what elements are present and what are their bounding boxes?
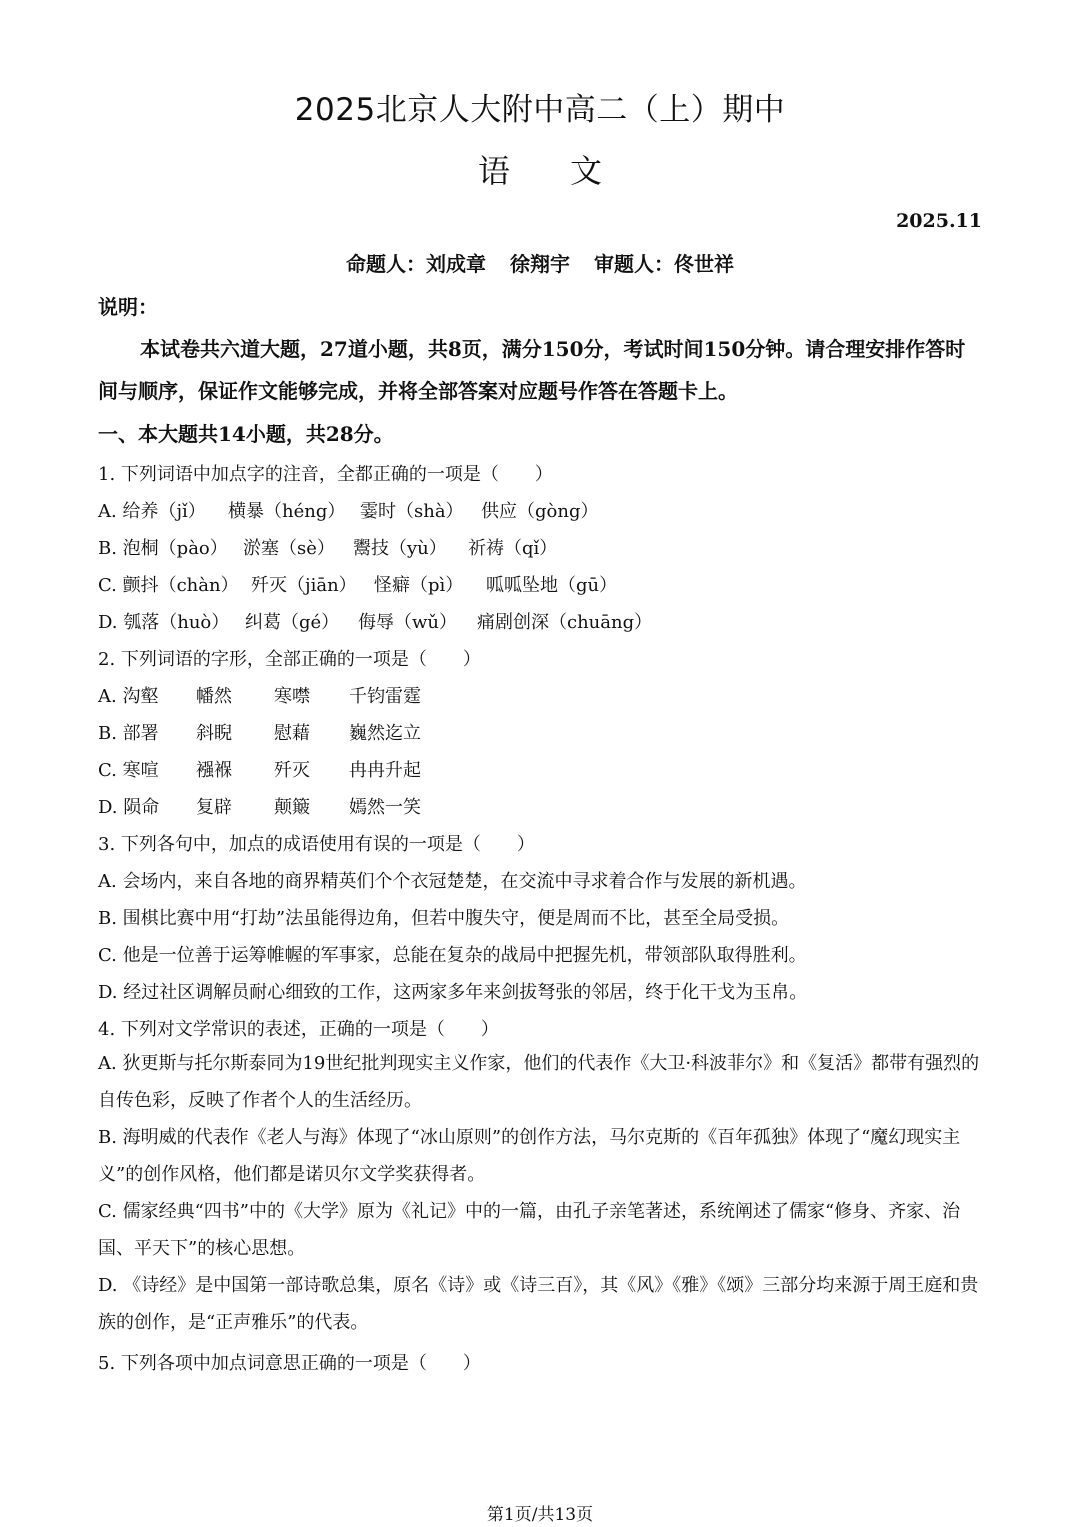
q2-option-b: [98, 719, 982, 745]
q1-stem: 1. 下列词语中加点字的注音，全都正确的一项是（ ）: [98, 464, 553, 485]
q4-option-b: B. 海明威的代表作《老人与海》体现了“冰山原则”的创作方法，马尔克斯的《百年孤独》体现了“魔幻现实主义”的创作风格，他们都是诺贝尔文学奖获得者。: [98, 1127, 961, 1185]
q1-b-3: 鬻技（yù）: [353, 538, 447, 559]
q2-a-3: 寒噤: [274, 686, 310, 707]
setter-2: 徐翔宇: [510, 252, 570, 276]
exam-title: 2025北京人大附中高二（上）期中: [294, 92, 786, 128]
q2-a-4: 千钧雷霆: [349, 686, 421, 707]
q2-c-1: C. 寒喧: [98, 760, 159, 781]
note-label: 说明：: [98, 295, 158, 319]
q2-d-4: 嫣然一笑: [349, 797, 421, 818]
q2-option-a: [98, 682, 982, 708]
q2-c-4: 冉冉升起: [349, 760, 421, 781]
q2-c-3: 歼灭: [274, 760, 310, 781]
q2-d-1: D. 陨命: [98, 797, 160, 818]
reviewer: 审题人：佟世祥: [594, 252, 734, 276]
q2-d-2: 复辟: [196, 797, 232, 818]
q2-b-3: 慰藉: [274, 723, 310, 744]
q1-c-4: 呱呱坠地（gū）: [486, 575, 618, 596]
q1-option-c: [98, 571, 982, 597]
q2-d-3: 颠簸: [274, 797, 310, 818]
q1-d-2: 纠葛（gé）: [245, 612, 340, 633]
q5-stem: 5. 下列各项中加点词意思正确的一项是（ ）: [98, 1353, 481, 1374]
q2-a-2: 幡然: [196, 686, 232, 707]
setters: 命题人：刘成章: [346, 252, 486, 276]
q4-option-c: C. 儒家经典“四书”中的《大学》原为《礼记》中的一篇，由孔子亲笔著述，系统阐述了儒家“修身、齐家、治国、平天下”的核心思想。: [98, 1201, 961, 1259]
q1-c-1: C. 颤抖（chàn）: [98, 575, 239, 596]
q1-a-2: 横暴（héng）: [228, 501, 346, 522]
q1-d-3: 侮辱（wǔ）: [358, 612, 457, 633]
q1-a-1: A. 给养（jǐ）: [98, 501, 206, 522]
page-number: 第1页/共13页: [486, 1505, 594, 1525]
q2-b-2: 斜睨: [196, 723, 232, 744]
q1-d-1: D. 瓠落（huò）: [98, 612, 230, 633]
q3-option-c: C. 他是一位善于运筹帷幄的军事家，总能在复杂的战局中把握先机，带领部队取得胜利。: [98, 945, 807, 966]
q1-b-2: 淤塞（sè）: [243, 538, 335, 559]
section-heading: 一、本大题共14小题，共28分。: [98, 422, 394, 446]
q2-b-1: B. 部署: [98, 723, 159, 744]
q2-option-c: [98, 756, 982, 782]
q2-stem: 2. 下列词语的字形，全部正确的一项是（ ）: [98, 649, 481, 670]
q1-a-4: 供应（gòng）: [481, 501, 599, 522]
q2-c-2: 襁褓: [196, 760, 232, 781]
q1-c-3: 怪癖（pì）: [374, 575, 464, 596]
exam-subject: 语文: [477, 152, 662, 190]
q3-stem: 3. 下列各句中，加点的成语使用有误的一项是（ ）: [98, 834, 535, 855]
q2-option-d: [98, 793, 982, 819]
exam-date: 2025.11: [896, 210, 982, 232]
q2-b-4: 巍然迄立: [349, 723, 421, 744]
q4-option-a: A. 狄更斯与托尔斯泰同为19世纪批判现实主义作家，他们的代表作《大卫·科波菲尔》和《复活》都带有强烈的自传色彩，反映了作者个人的生活经历。: [98, 1053, 980, 1111]
q1-option-d: [98, 608, 982, 634]
exam-authors: [0, 248, 1080, 277]
q1-d-4: 痛剧创深（chuāng）: [477, 612, 653, 633]
q1-a-3: 霎时（shà）: [360, 501, 464, 522]
q1-option-b: [98, 534, 982, 560]
intro-text: 本试卷共六道大题，27道小题，共8页，满分150分，考试时间150分钟。请合理安排作答时间与顺序，保证作文能够完成，并将全部答案对应题号作答在答题卡上。: [98, 337, 966, 403]
q4-stem: 4. 下列对文学常识的表述，正确的一项是（ ）: [98, 1019, 499, 1040]
q3-option-b: B. 围棋比赛中用“打劫”法虽能得边角，但若中腹失守，便是周而不比，甚至全局受损。: [98, 908, 790, 929]
q3-option-d: D. 经过社区调解员耐心细致的工作，这两家多年来剑拔弩张的邻居，终于化干戈为玉帛。: [98, 982, 808, 1003]
q1-option-a: [98, 497, 982, 523]
q1-c-2: 歼灭（jiān）: [251, 575, 357, 596]
q2-a-1: A. 沟壑: [98, 686, 159, 707]
q3-option-a: A. 会场内，来自各地的商界精英们个个衣冠楚楚，在交流中寻求着合作与发展的新机遇。: [98, 871, 807, 892]
q1-b-4: 祈祷（qǐ）: [468, 538, 558, 559]
q1-b-1: B. 泡桐（pào）: [98, 538, 228, 559]
q4-option-d: D. 《诗经》是中国第一部诗歌总集，原名《诗》或《诗三百》，其《风》《雅》《颂》三部分均来源于周王庭和贵族的创作，是“正声雅乐”的代表。: [98, 1275, 979, 1333]
